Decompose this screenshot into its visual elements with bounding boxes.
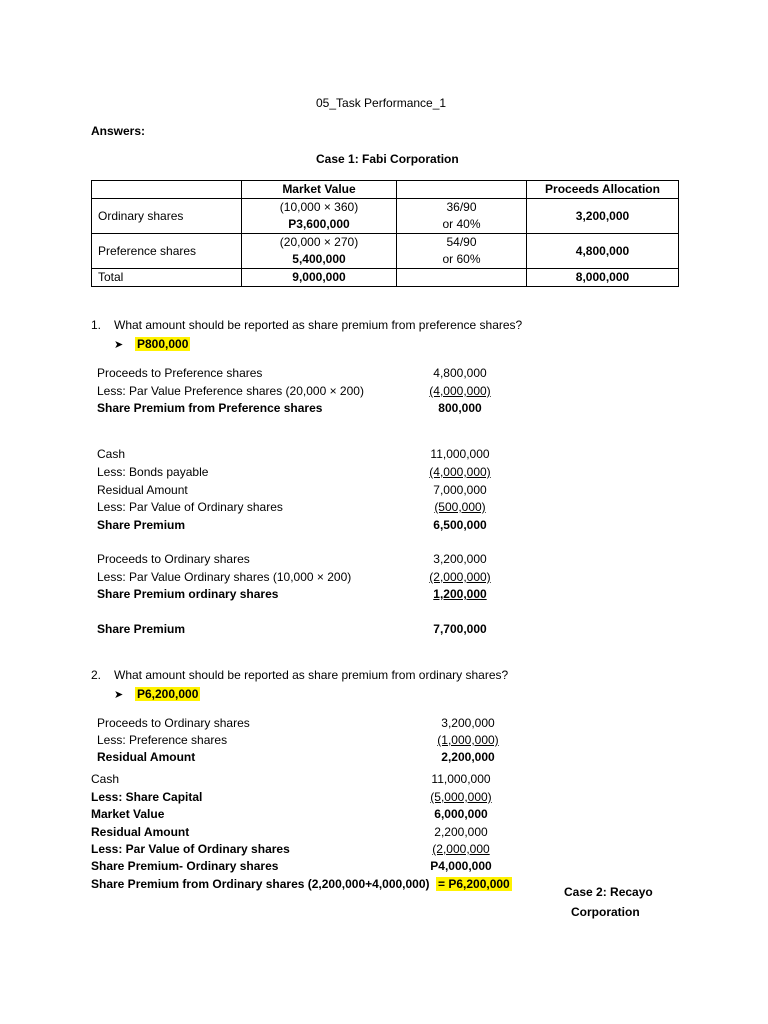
line-amount: 11,000,000	[431, 772, 491, 786]
line-label: Less: Preference shares	[97, 733, 228, 747]
ledger-line	[0, 570, 768, 588]
line-amount: 2,200,000	[441, 750, 495, 764]
line-label: Proceeds to Preference shares	[97, 366, 263, 380]
line-label: Cash	[97, 447, 126, 461]
ledger-line	[0, 790, 768, 808]
ledger-line	[0, 447, 768, 465]
ratio-cell: 54/90 or 60%	[397, 234, 527, 269]
line-amount: 6,000,000	[434, 807, 488, 821]
table-row	[92, 234, 679, 269]
arrow-bullet-icon: ➤	[114, 339, 124, 351]
question-1-text: What amount should be reported as share premium from preference shares?	[114, 318, 523, 332]
row-label: Preference shares	[92, 234, 242, 269]
line-amount: (2,000,000	[432, 842, 490, 856]
row-label: Total	[92, 269, 242, 287]
line-amount: (500,000)	[434, 500, 486, 514]
ledger-line	[0, 366, 768, 384]
allocation-table	[91, 180, 679, 287]
ledger-line	[0, 733, 768, 751]
question-2-text: What amount should be reported as share premium from ordinary shares?	[114, 668, 509, 682]
line-amount: 6,500,000	[433, 518, 487, 532]
final-result-value: = P6,200,000	[438, 877, 510, 891]
question-2-number: 2.	[91, 668, 102, 682]
line-label: Less: Par Value Ordinary shares (10,000 × 200)	[97, 570, 352, 584]
line-amount: 1,200,000	[433, 587, 487, 601]
row-label: Ordinary shares	[92, 199, 242, 234]
line-amount: (5,000,000)	[430, 790, 492, 804]
line-label: Share Premium	[97, 622, 186, 636]
ledger-line	[0, 859, 768, 877]
table-header-row	[92, 181, 679, 199]
ratio-cell: 36/90 or 40%	[397, 199, 527, 234]
ledger-line	[0, 518, 768, 536]
line-label: Less: Par Value of Ordinary shares	[97, 500, 283, 514]
question-1-number: 1.	[91, 318, 102, 332]
question-1-answer: P800,000	[137, 337, 189, 351]
table-header: Proceeds Allocation	[527, 181, 679, 199]
line-amount: 3,200,000	[441, 716, 495, 730]
ledger-line	[0, 465, 768, 483]
line-amount: 3,200,000	[433, 552, 487, 566]
line-amount: 800,000	[438, 401, 482, 415]
proceeds-cell: 4,800,000	[527, 234, 679, 269]
line-amount: 7,000,000	[433, 483, 487, 497]
ledger-line	[0, 552, 768, 570]
line-label: Share Premium ordinary shares	[97, 587, 279, 601]
table-header: Market Value	[242, 181, 397, 199]
ledger-line	[0, 500, 768, 518]
case2-title: Corporation	[571, 905, 640, 919]
ledger-line	[0, 807, 768, 825]
line-label: Less: Par Value of Ordinary shares	[91, 842, 290, 856]
proceeds-cell: 8,000,000	[527, 269, 679, 287]
line-amount: (4,000,000)	[429, 384, 491, 398]
ledger-line	[0, 622, 768, 640]
line-amount: 7,700,000	[433, 622, 487, 636]
question-2-answer: P6,200,000	[137, 687, 199, 701]
case2-title: Case 2: Recayo	[564, 885, 653, 899]
table-row	[92, 199, 679, 234]
answers-heading: Answers:	[91, 124, 146, 138]
line-label: Less: Par Value Preference shares (20,000 × 200)	[97, 384, 364, 398]
proceeds-cell: 3,200,000	[527, 199, 679, 234]
ledger-line	[0, 483, 768, 501]
line-label: Share Premium- Ordinary shares	[91, 859, 279, 873]
ledger-line	[0, 716, 768, 734]
ledger-line	[0, 587, 768, 605]
ledger-line	[0, 384, 768, 402]
line-label: Market Value	[91, 807, 165, 821]
line-label: Proceeds to Ordinary shares	[97, 552, 250, 566]
line-label: Share Premium from Ordinary shares (2,200,000+4,000,000)	[91, 877, 430, 891]
table-header	[92, 181, 242, 199]
line-label: Proceeds to Ordinary shares	[97, 716, 250, 730]
line-label: Residual Amount	[91, 825, 190, 839]
line-label: Share Premium from Preference shares	[97, 401, 323, 415]
line-amount: 4,800,000	[433, 366, 487, 380]
line-label: Residual Amount	[97, 750, 196, 764]
ledger-line	[0, 750, 768, 768]
market-value-cell: 9,000,000	[242, 269, 397, 287]
ratio-cell	[397, 269, 527, 287]
market-value-cell: (10,000 × 360) P3,600,000	[242, 199, 397, 234]
market-value-cell: (20,000 × 270) 5,400,000	[242, 234, 397, 269]
line-label: Less: Share Capital	[91, 790, 203, 804]
table-header	[397, 181, 527, 199]
ledger-line	[0, 825, 768, 843]
case1-title: Case 1: Fabi Corporation	[316, 152, 459, 166]
final-result-line	[0, 877, 768, 895]
arrow-bullet-icon: ➤	[114, 689, 124, 701]
line-amount: (2,000,000)	[429, 570, 491, 584]
table-total-row	[92, 269, 679, 287]
line-amount: 11,000,000	[430, 447, 490, 461]
line-amount: P4,000,000	[430, 859, 492, 873]
ledger-line	[0, 772, 768, 790]
line-amount: 2,200,000	[434, 825, 488, 839]
document-title: 05_Task Performance_1	[316, 96, 447, 110]
line-label: Less: Bonds payable	[97, 465, 209, 479]
line-amount: (1,000,000)	[437, 733, 499, 747]
line-label: Residual Amount	[97, 483, 188, 497]
line-label: Share Premium	[97, 518, 186, 532]
ledger-line	[0, 401, 768, 419]
ledger-line	[0, 842, 768, 860]
line-label: Cash	[91, 772, 120, 786]
line-amount: (4,000,000)	[429, 465, 491, 479]
